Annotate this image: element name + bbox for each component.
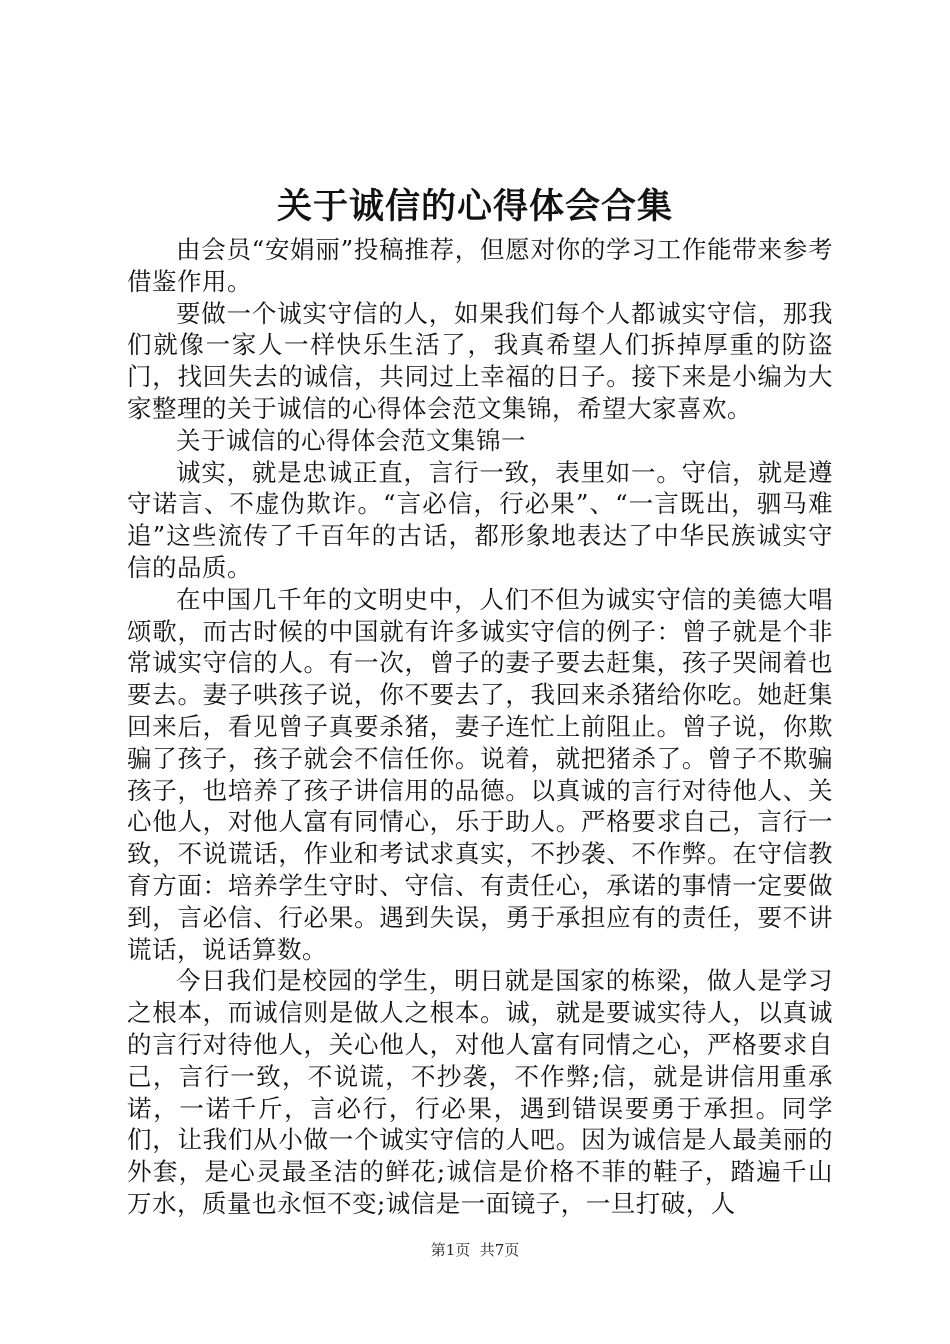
summary-paragraph: 要做一个诚实守信的人，如果我们每个人都诚实守信，那我们就像一家人一样快乐生活了，我真希望人们拆掉厚重的防盗门，找回失去的诚信，共同过上幸福的日子。接下来是小编为大家整理的关于诚信的心得体会范文集锦，希望大家喜欢。 [127,298,833,423]
body-paragraph: 今日我们是校园的学生，明日就是国家的栋梁，做人是学习之根本，而诚信则是做人之根本。诚，就是要诚实待人，以真诚的言行对待他人，关心他人，对他人富有同情之心，严格要求自己，言行一致，不说谎，不抄袭，不作弊;信，就是讲信用重承诺，一诺千斤，言必行，行必果，遇到错误要勇于承担。同学们，让我们从小做一个诚实守信的人吧。因为诚信是人最美丽的外套，是心灵最圣洁的鲜花;诚信是价格不菲的鞋子，踏遍千山万水，质量也永恒不变;诚信是一面镜子，一旦打破，人 [127,966,833,1218]
intro-paragraph: 由会员“安娟丽”投稿推荐，但愿对你的学习工作能带来参考借鉴作用。 [127,235,833,296]
page-number-footer: 第1页 共7页 [430,1241,520,1259]
body-paragraph: 诚实，就是忠诚正直，言行一致，表里如一。守信，就是遵守诺言、不虚伪欺诈。“言必信，行必果”、“一言既出，驷马难追”这些流传了千百年的古话，都形象地表达了中华民族诚实守信的品质。 [127,457,833,582]
document-title: 关于诚信的心得体会合集 [276,186,673,227]
section-heading: 关于诚信的心得体会范文集锦一 [176,425,526,455]
document-body [127,234,833,1220]
body-paragraph: 在中国几千年的文明史中，人们不但为诚实守信的美德大唱颂歌，而古时候的中国就有许多诚实守信的例子：曾子就是个非常诚实守信的人。有一次，曾子的妻子要去赶集，孩子哭闹着也要去。妻子哄孩子说，你不要去了，我回来杀猪给你吃。她赶集回来后，看见曾子真要杀猪，妻子连忙上前阻止。曾子说，你欺骗了孩子，孩子就会不信任你。说着，就把猪杀了。曾子不欺骗孩子，也培养了孩子讲信用的品德。以真诚的言行对待他人、关心他人，对他人富有同情心，乐于助人。严格要求自己，言行一致，不说谎话，作业和考试求真实，不抄袭、不作弊。在守信教育方面：培养学生守时、守信、有责任心，承诺的事情一定要做到，言必信、行必果。遇到失误，勇于承担应有的责任，要不讲谎话，说话算数。 [127,584,833,964]
